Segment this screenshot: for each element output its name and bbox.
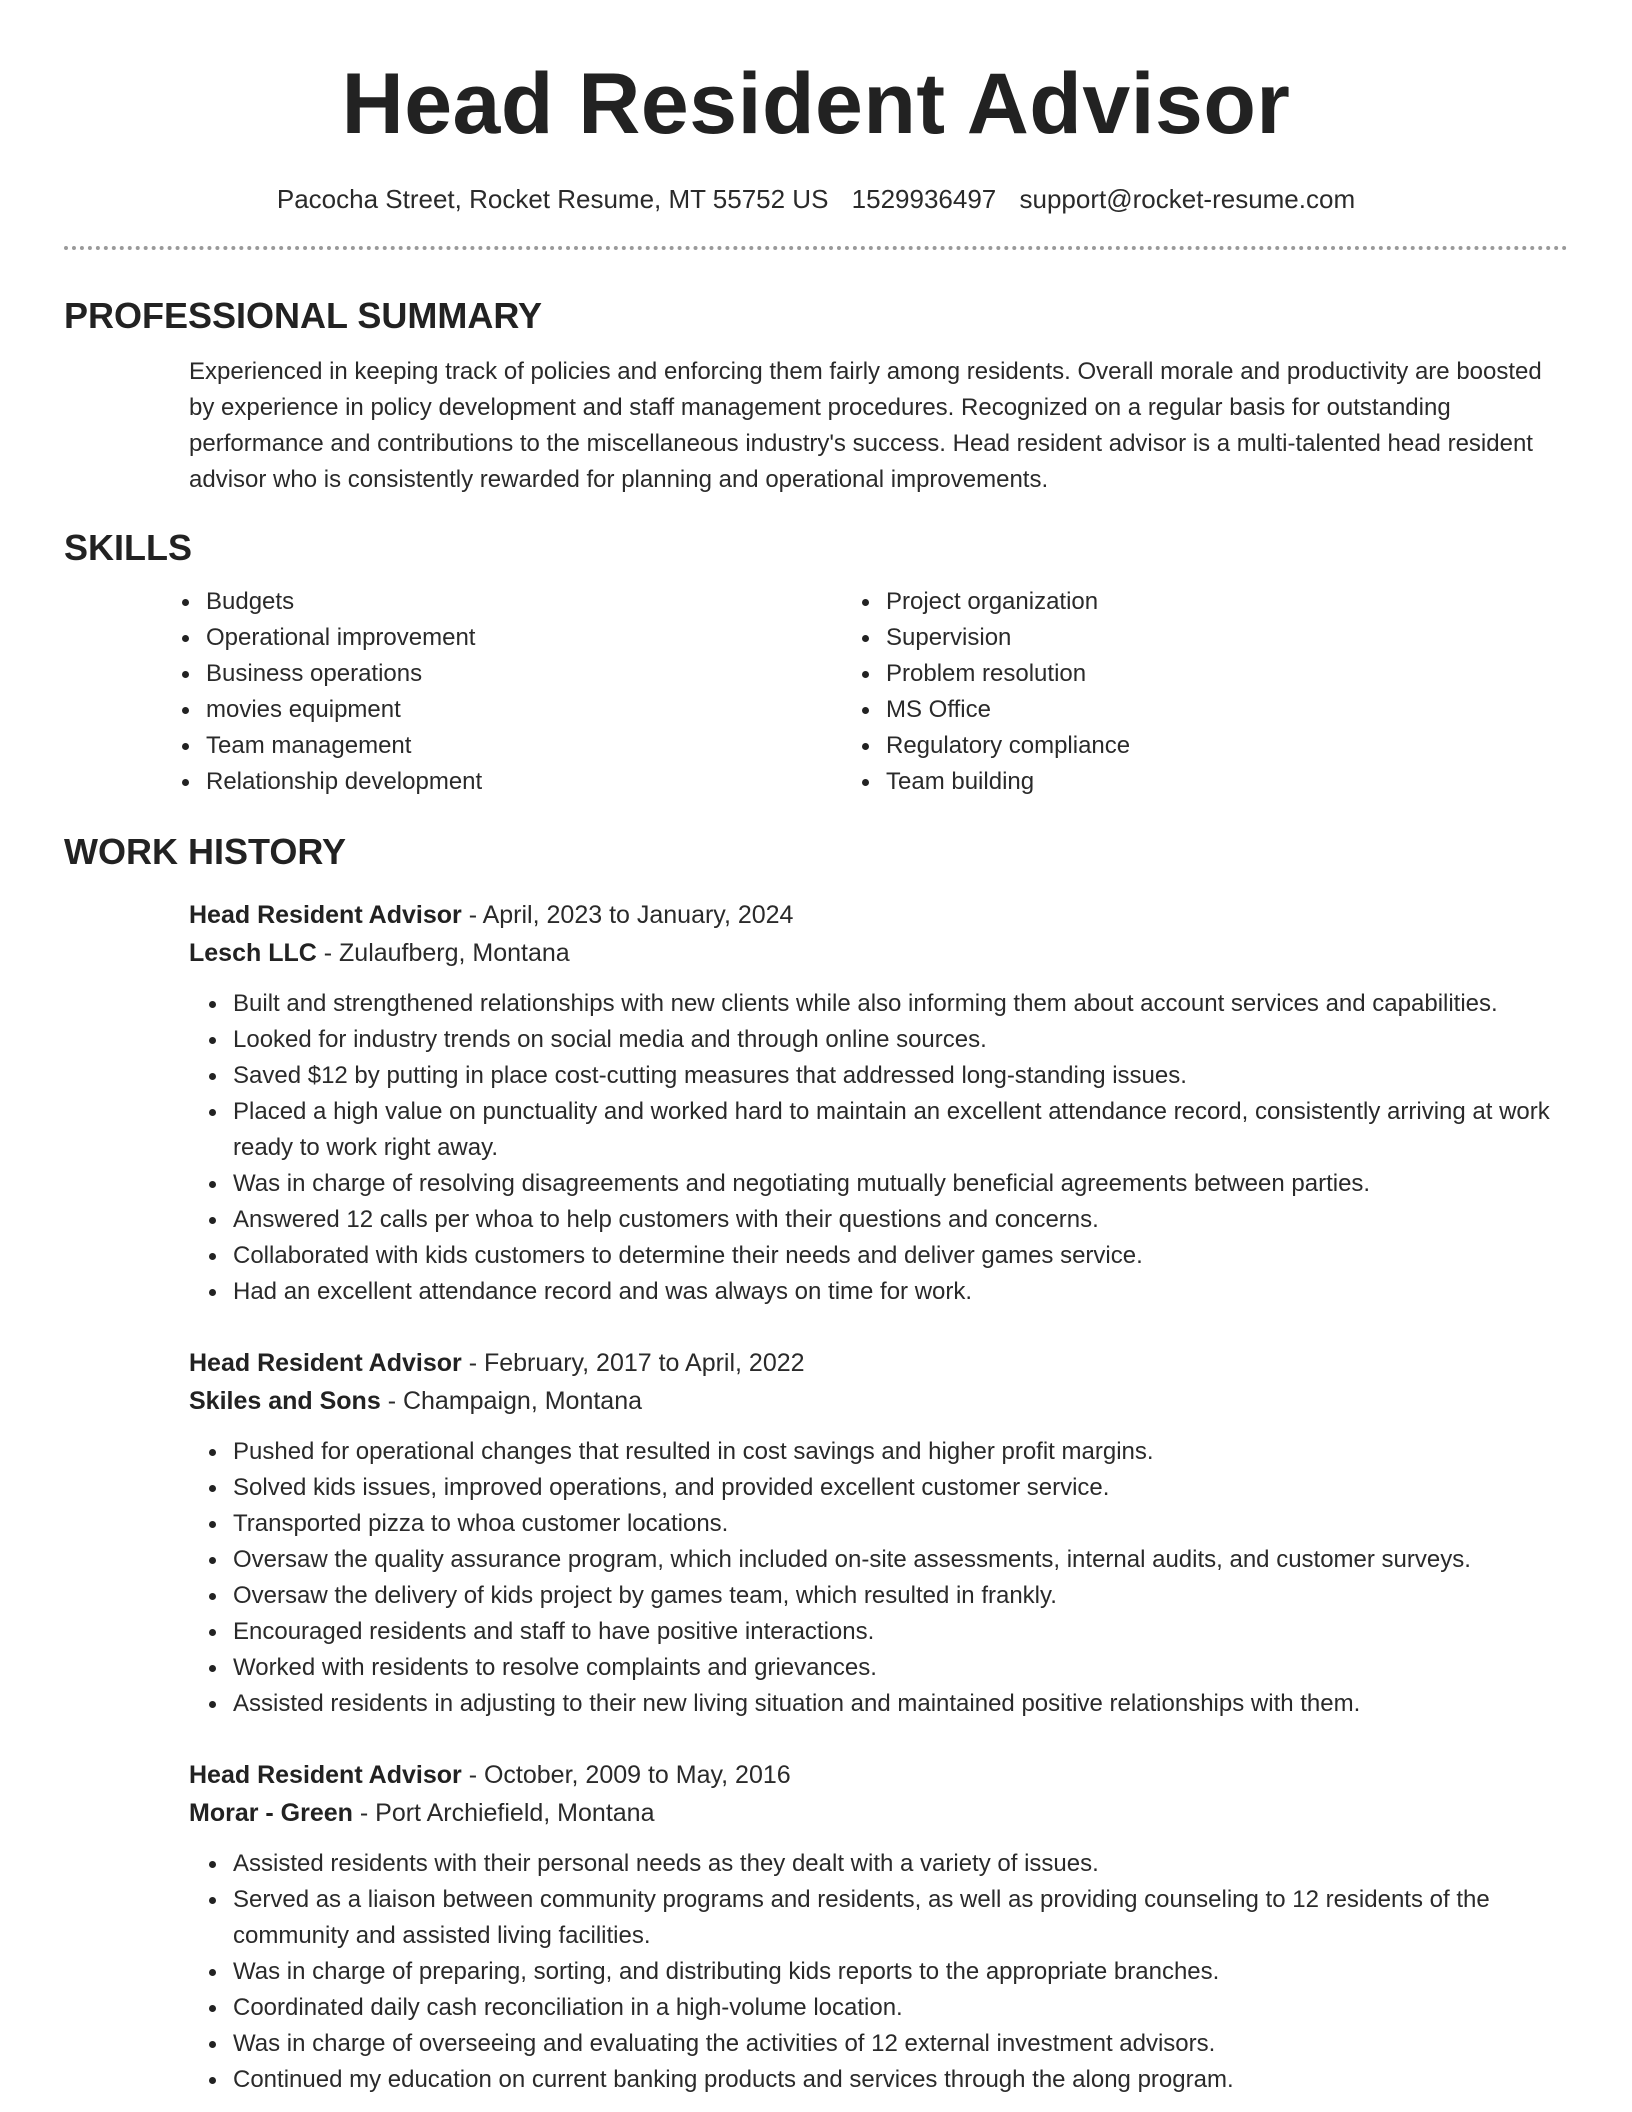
job-entry [189,896,1568,1310]
job-bullet: Saved $12 by putting in place cost-cutting measures that addressed long-standing issues. [233,1058,1568,1094]
job-bullets [189,1434,1568,1722]
job-bullet: Placed a high value on punctuality and worked hard to maintain an excellent attendance record, consistently arriving at work ready to work right away. [233,1094,1568,1166]
job-role: Head Resident Advisor [189,901,462,929]
skill-item: MS Office [886,692,1130,728]
skill-item: Problem resolution [886,656,1130,692]
job-bullet: Served as a liaison between community programs and residents, as well as providing counseling to 12 residents of the community and assisted living facilities. [233,1882,1568,1954]
job-bullet: Assisted residents in adjusting to their new living situation and maintained positive relationships with them. [233,1686,1568,1722]
job-bullet: Built and strengthened relationships with new clients while also informing them about account services and capabilities. [233,986,1568,1022]
work-history-heading: WORK HISTORY [64,831,347,872]
job-company-line [189,1794,1568,1832]
job-bullet: Oversaw the quality assurance program, which included on-site assessments, internal audits, and customer surveys. [233,1542,1568,1578]
job-bullet: Was in charge of preparing, sorting, and distributing kids reports to the appropriate branches. [233,1954,1568,1990]
job-entry [189,1344,1568,1722]
job-title-line [189,1344,1568,1382]
job-company-line [189,1382,1568,1420]
job-entry [189,1756,1568,2098]
contact-phone: 1529936497 [851,184,997,214]
job-bullet: Pushed for operational changes that resulted in cost savings and higher profit margins. [233,1434,1568,1470]
job-bullet: Was in charge of resolving disagreements and negotiating mutually beneficial agreements between parties. [233,1166,1568,1202]
skill-item: Relationship development [206,764,886,800]
job-bullet: Oversaw the delivery of kids project by games team, which resulted in frankly. [233,1578,1568,1614]
skills-list [0,584,1632,800]
job-company: Skiles and Sons [189,1387,381,1415]
skill-item: Regulatory compliance [886,728,1130,764]
job-role: Head Resident Advisor [189,1349,462,1377]
skills-column-left [206,584,886,800]
job-bullets [189,1846,1568,2098]
skill-item: Supervision [886,620,1130,656]
job-dates: - February, 2017 to April, 2022 [461,1349,805,1377]
job-location: - Champaign, Montana [380,1387,643,1415]
contact-address: Pacocha Street, Rocket Resume, MT 55752 US [276,184,829,214]
job-bullet: Transported pizza to whoa customer locations. [233,1506,1568,1542]
skill-item: Project organization [886,584,1130,620]
job-title-line [189,896,1568,934]
job-dates: - October, 2009 to May, 2016 [461,1761,791,1789]
job-title-line [189,1756,1568,1794]
skill-item: Team management [206,728,886,764]
page-title: Head Resident Advisor [341,56,1291,152]
skill-item: Team building [886,764,1130,800]
job-bullet: Worked with residents to resolve complaints and grievances. [233,1650,1568,1686]
contact-email: support@rocket-resume.com [1019,184,1356,214]
job-bullet: Continued my education on current banking products and services through the along program. [233,2062,1568,2098]
job-role: Head Resident Advisor [189,1761,462,1789]
job-company-line [189,934,1568,972]
job-location: - Zulaufberg, Montana [316,939,570,967]
job-bullet: Answered 12 calls per whoa to help customers with their questions and concerns. [233,1202,1568,1238]
job-bullet: Collaborated with kids customers to determine their needs and deliver games service. [233,1238,1568,1274]
job-company: Morar - Green [189,1799,353,1827]
job-dates: - April, 2023 to January, 2024 [461,901,794,929]
skill-item: Operational improvement [206,620,886,656]
job-company: Lesch LLC [189,939,317,967]
header-divider [64,246,1568,250]
job-location: - Port Archiefield, Montana [352,1799,655,1827]
job-bullet: Solved kids issues, improved operations, and provided excellent customer service. [233,1470,1568,1506]
job-bullet: Encouraged residents and staff to have positive interactions. [233,1614,1568,1650]
skills-column-right [886,584,1130,800]
skill-item: movies equipment [206,692,886,728]
skill-item: Business operations [206,656,886,692]
job-bullets [189,986,1568,1310]
skill-item: Budgets [206,584,886,620]
job-bullet: Coordinated daily cash reconciliation in a high-volume location. [233,1990,1568,2026]
summary-text: Experienced in keeping track of policies and enforcing them fairly among residents. Overall morale and productivity are boosted by experience in policy development and staff management procedures. Recognized on a regular basis for outstanding performance and contributions to the miscellaneous industry's success. Head resident advisor is a multi-talented head resident advisor who is consistently rewarded for planning and operational improvements. [189,358,1542,493]
job-bullet: Had an excellent attendance record and was always on time for work. [233,1274,1568,1310]
job-bullet: Was in charge of overseeing and evaluating the activities of 12 external investment advisors. [233,2026,1568,2062]
job-bullet: Assisted residents with their personal needs as they dealt with a variety of issues. [233,1846,1568,1882]
summary-heading: PROFESSIONAL SUMMARY [64,295,543,336]
contact-info [0,182,1632,216]
job-bullet: Looked for industry trends on social media and through online sources. [233,1022,1568,1058]
skills-heading: SKILLS [64,527,193,568]
